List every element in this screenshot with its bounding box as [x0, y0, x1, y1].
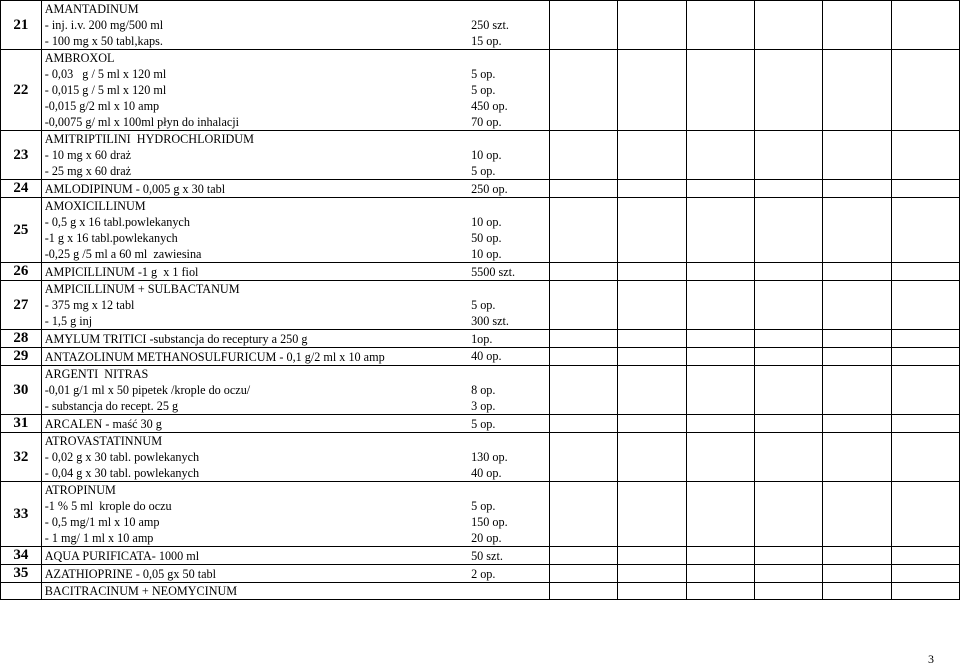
empty-cell [755, 180, 823, 198]
drug-text: AMANTADINUM [44, 2, 139, 16]
empty-cell [550, 565, 618, 583]
empty-cell [823, 547, 891, 565]
empty-cell [823, 50, 891, 131]
quantity: 5500 szt. [471, 264, 516, 279]
empty-cell [686, 131, 754, 180]
quantity [471, 1, 549, 17]
empty-cell [755, 415, 823, 433]
description-line [45, 566, 549, 582]
table-row [1, 180, 960, 198]
description-line [45, 548, 549, 564]
item-description [41, 583, 549, 600]
drug-text: AMLODIPINUM - 0,005 g x 30 tabl [44, 181, 226, 196]
quantity [471, 583, 549, 599]
item-description [41, 131, 549, 180]
empty-cell [823, 482, 891, 547]
item-description [41, 198, 549, 263]
quantity [471, 131, 549, 147]
drug-text: ATROVASTATINNUM [44, 434, 163, 448]
table-row [1, 263, 960, 281]
quantity: 5 op. [471, 499, 496, 513]
drug-text: - 375 mg x 12 tabl [44, 298, 135, 312]
description-line [45, 1, 549, 17]
empty-cell [755, 547, 823, 565]
table-row [1, 131, 960, 180]
drug-text: - 0,04 g x 30 tabl. powlekanych [44, 466, 200, 480]
quantity: 40 op. [471, 349, 502, 363]
empty-cell [686, 50, 754, 131]
empty-cell [686, 330, 754, 348]
drug-text: -1 % 5 ml krople do oczu [44, 499, 172, 513]
drug-text: ARCALEN - maść 30 g [44, 416, 162, 431]
table-row [1, 482, 960, 547]
quantity: 1op. [471, 331, 493, 346]
quantity: 450 op. [471, 99, 508, 113]
quantity: 10 op. [471, 247, 502, 261]
empty-cell [686, 565, 754, 583]
table-row [1, 330, 960, 348]
item-number [1, 583, 42, 600]
description-line [45, 416, 549, 432]
description-line [45, 398, 549, 414]
item-number: 26 [1, 263, 42, 281]
quantity [471, 50, 549, 66]
empty-cell [618, 50, 686, 131]
drug-text: - 1 mg/ 1 ml x 10 amp [44, 531, 154, 545]
empty-cell [823, 348, 891, 366]
empty-cell [618, 547, 686, 565]
quantity: 300 szt. [471, 314, 509, 328]
empty-cell [891, 50, 959, 131]
empty-cell [618, 263, 686, 281]
empty-cell [550, 366, 618, 415]
empty-cell [686, 281, 754, 330]
drug-text: ATROPINUM [44, 483, 116, 497]
empty-cell [755, 50, 823, 131]
item-number: 28 [1, 330, 42, 348]
description-line [45, 583, 549, 599]
empty-cell [823, 198, 891, 263]
empty-cell [755, 281, 823, 330]
description-line [45, 50, 549, 66]
empty-cell [755, 1, 823, 50]
empty-cell [618, 433, 686, 482]
quantity: 5 op. [471, 298, 496, 312]
empty-cell [618, 583, 686, 600]
empty-cell [755, 366, 823, 415]
item-number: 30 [1, 366, 42, 415]
empty-cell [891, 366, 959, 415]
empty-cell [686, 366, 754, 415]
empty-cell [891, 565, 959, 583]
drug-text: -1 g x 16 tabl.powlekanych [44, 231, 178, 245]
empty-cell [891, 198, 959, 263]
description-line [45, 382, 549, 398]
empty-cell [891, 348, 959, 366]
empty-cell [686, 348, 754, 366]
empty-cell [755, 565, 823, 583]
item-number: 33 [1, 482, 42, 547]
description-line [45, 198, 549, 214]
drug-text: AMPICILLINUM -1 g x 1 fiol [44, 264, 199, 279]
item-description [41, 547, 549, 565]
drug-text: AMPICILLINUM + SULBACTANUM [44, 282, 240, 296]
item-description [41, 330, 549, 348]
empty-cell [550, 263, 618, 281]
item-description [41, 565, 549, 583]
empty-cell [891, 433, 959, 482]
empty-cell [550, 348, 618, 366]
empty-cell [550, 50, 618, 131]
description-line [45, 264, 549, 280]
table-row [1, 565, 960, 583]
quantity: 130 op. [471, 450, 508, 464]
quantity: 150 op. [471, 515, 508, 529]
item-description [41, 281, 549, 330]
description-line [45, 66, 549, 82]
empty-cell [550, 433, 618, 482]
quantity: 10 op. [471, 148, 502, 162]
drug-text: - 0,03 g / 5 ml x 120 ml [44, 67, 167, 81]
empty-cell [823, 433, 891, 482]
description-line [45, 82, 549, 98]
item-number: 35 [1, 565, 42, 583]
description-line [45, 246, 549, 262]
empty-cell [550, 583, 618, 600]
empty-cell [755, 348, 823, 366]
drug-text: ANTAZOLINUM METHANOSULFURICUM - 0,1 g/2 ml x 10 amp [44, 349, 385, 364]
description-line [45, 98, 549, 114]
item-description [41, 348, 549, 366]
empty-cell [891, 180, 959, 198]
empty-cell [550, 415, 618, 433]
description-line [45, 214, 549, 230]
empty-cell [618, 330, 686, 348]
empty-cell [823, 415, 891, 433]
empty-cell [550, 198, 618, 263]
item-description [41, 366, 549, 415]
description-line [45, 498, 549, 514]
drug-text: - 1,5 g inj [44, 314, 93, 328]
drug-text: -0,0075 g/ ml x 100ml płyn do inhalacji [44, 115, 240, 129]
table-row [1, 415, 960, 433]
description-line [45, 482, 549, 498]
table-row [1, 281, 960, 330]
item-description [41, 433, 549, 482]
item-number: 27 [1, 281, 42, 330]
table-row [1, 1, 960, 50]
item-number: 24 [1, 180, 42, 198]
table-row [1, 433, 960, 482]
empty-cell [823, 330, 891, 348]
empty-cell [686, 198, 754, 263]
empty-cell [618, 281, 686, 330]
item-description [41, 1, 549, 50]
empty-cell [618, 366, 686, 415]
drug-text: - 0,02 g x 30 tabl. powlekanych [44, 450, 200, 464]
empty-cell [686, 415, 754, 433]
drug-text: - 0,015 g / 5 ml x 120 ml [44, 83, 167, 97]
drug-text: BACITRACINUM + NEOMYCINUM [44, 584, 238, 598]
empty-cell [618, 415, 686, 433]
quantity: 50 op. [471, 231, 502, 245]
description-line [45, 17, 549, 33]
description-line [45, 349, 549, 365]
description-line [45, 147, 549, 163]
empty-cell [618, 180, 686, 198]
drug-text: -0,015 g/2 ml x 10 amp [44, 99, 160, 113]
item-description [41, 50, 549, 131]
quantity: 5 op. [471, 67, 496, 81]
item-number: 32 [1, 433, 42, 482]
quantity: 40 op. [471, 466, 502, 480]
item-description [41, 415, 549, 433]
description-line [45, 514, 549, 530]
quantity [471, 482, 549, 498]
drug-text: -0,01 g/1 ml x 50 pipetek /krople do oczu/ [44, 383, 251, 397]
table-row [1, 583, 960, 600]
empty-cell [550, 482, 618, 547]
drug-text: - 0,5 g x 16 tabl.powlekanych [44, 215, 190, 229]
empty-cell [823, 583, 891, 600]
item-number: 31 [1, 415, 42, 433]
quantity: 5 op. [471, 83, 496, 97]
quantity [471, 366, 549, 382]
empty-cell [686, 583, 754, 600]
empty-cell [550, 180, 618, 198]
description-line [45, 131, 549, 147]
empty-cell [550, 547, 618, 565]
drug-text: AMOXICILLINUM [44, 199, 146, 213]
empty-cell [891, 281, 959, 330]
empty-cell [755, 263, 823, 281]
empty-cell [618, 198, 686, 263]
empty-cell [550, 330, 618, 348]
empty-cell [823, 1, 891, 50]
empty-cell [891, 131, 959, 180]
quantity [471, 281, 549, 297]
item-number: 34 [1, 547, 42, 565]
empty-cell [823, 366, 891, 415]
quantity: 2 op. [471, 566, 496, 581]
description-line [45, 281, 549, 297]
empty-cell [755, 433, 823, 482]
description-line [45, 313, 549, 329]
table-row [1, 366, 960, 415]
drug-text: - substancja do recept. 25 g [44, 399, 179, 413]
drug-text: - 10 mg x 60 draż [44, 148, 132, 162]
quantity: 5 op. [471, 164, 496, 178]
description-line [45, 465, 549, 481]
quantity: 250 szt. [471, 18, 509, 32]
empty-cell [550, 281, 618, 330]
description-line [45, 433, 549, 449]
empty-cell [755, 583, 823, 600]
empty-cell [618, 1, 686, 50]
empty-cell [891, 482, 959, 547]
empty-cell [618, 482, 686, 547]
description-line [45, 181, 549, 197]
item-number: 22 [1, 50, 42, 131]
empty-cell [823, 281, 891, 330]
quantity: 10 op. [471, 215, 502, 229]
drug-text: - 0,5 mg/1 ml x 10 amp [44, 515, 160, 529]
item-description [41, 263, 549, 281]
item-description [41, 180, 549, 198]
empty-cell [755, 198, 823, 263]
empty-cell [755, 131, 823, 180]
empty-cell [618, 565, 686, 583]
empty-cell [755, 482, 823, 547]
description-line [45, 366, 549, 382]
drug-text: AZATHIOPRINE - 0,05 gx 50 tabl [44, 566, 217, 581]
empty-cell [823, 180, 891, 198]
empty-cell [823, 565, 891, 583]
empty-cell [891, 583, 959, 600]
drug-text: -0,25 g /5 ml a 60 ml zawiesina [44, 247, 202, 261]
quantity: 15 op. [471, 34, 502, 48]
description-line [45, 33, 549, 49]
quantity: 20 op. [471, 531, 502, 545]
empty-cell [891, 547, 959, 565]
table-row [1, 547, 960, 565]
empty-cell [686, 482, 754, 547]
drug-text: - 100 mg x 50 tabl,kaps. [44, 34, 163, 48]
drug-text: AQUA PURIFICATA- 1000 ml [44, 548, 200, 563]
drug-text: AMITRIPTILINI HYDROCHLORIDUM [44, 132, 254, 146]
empty-cell [891, 263, 959, 281]
table-row [1, 198, 960, 263]
drug-text: ARGENTI NITRAS [44, 367, 149, 381]
empty-cell [686, 547, 754, 565]
quantity [471, 198, 549, 214]
empty-cell [686, 180, 754, 198]
quantity: 70 op. [471, 115, 502, 129]
empty-cell [686, 433, 754, 482]
item-number: 25 [1, 198, 42, 263]
drug-text: AMBROXOL [44, 51, 115, 65]
quantity: 250 op. [471, 181, 508, 196]
drug-text: - 25 mg x 60 draż [44, 164, 132, 178]
empty-cell [823, 263, 891, 281]
drug-text: AMYLUM TRITICI -substancja do receptury a 250 g [44, 331, 308, 346]
description-line [45, 114, 549, 130]
quantity: 50 szt. [471, 548, 503, 563]
empty-cell [823, 131, 891, 180]
table-row [1, 50, 960, 131]
table-row [1, 348, 960, 366]
empty-cell [755, 330, 823, 348]
quantity: 3 op. [471, 399, 496, 413]
empty-cell [618, 348, 686, 366]
quantity: 8 op. [471, 383, 496, 397]
quantity [471, 433, 549, 449]
empty-cell [618, 131, 686, 180]
empty-cell [891, 415, 959, 433]
quantity: 5 op. [471, 416, 496, 431]
description-line [45, 297, 549, 313]
item-number: 29 [1, 348, 42, 366]
description-line [45, 530, 549, 546]
item-description [41, 482, 549, 547]
empty-cell [891, 330, 959, 348]
empty-cell [550, 1, 618, 50]
description-line [45, 230, 549, 246]
description-line [45, 331, 549, 347]
description-line [45, 449, 549, 465]
empty-cell [891, 1, 959, 50]
page-number: 3 [928, 652, 934, 666]
item-number: 23 [1, 131, 42, 180]
empty-cell [686, 1, 754, 50]
description-line [45, 163, 549, 179]
empty-cell [686, 263, 754, 281]
item-number: 21 [1, 1, 42, 50]
drug-text: - inj. i.v. 200 mg/500 ml [44, 18, 164, 32]
empty-cell [550, 131, 618, 180]
